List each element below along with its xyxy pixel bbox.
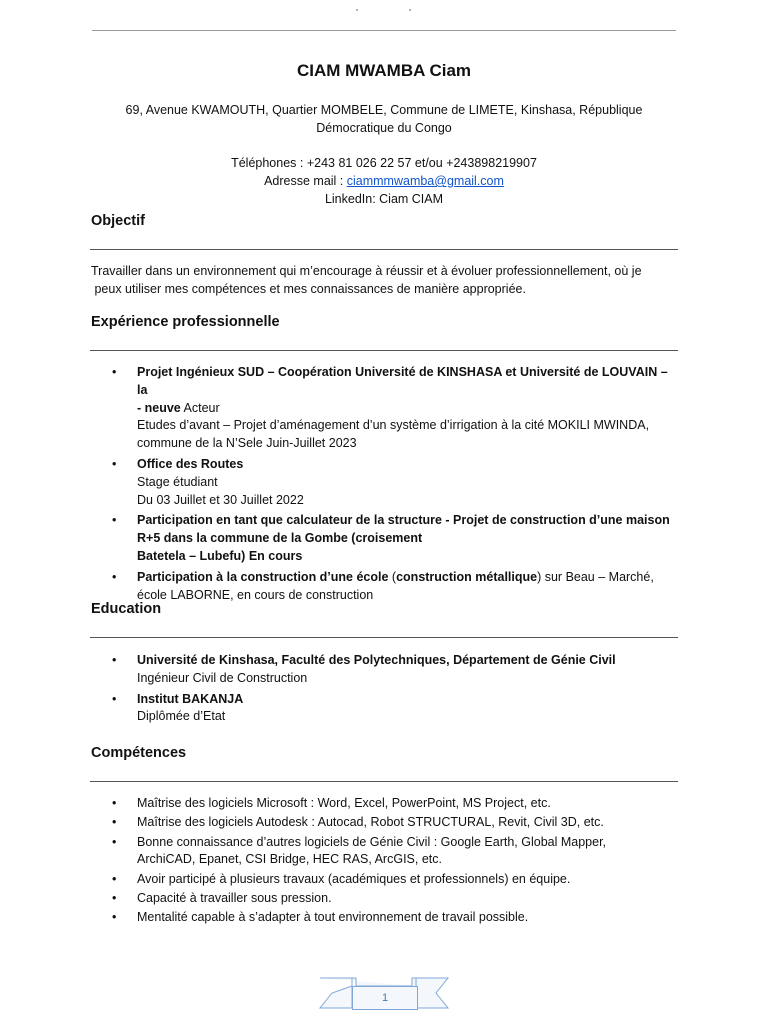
competence-text: Maîtrise des logiciels Microsoft : Word, Excel, PowerPoint, MS Project, etc. — [137, 796, 551, 810]
experience-title-line — [137, 569, 677, 587]
bullet: • — [112, 890, 117, 905]
bullet: • — [112, 513, 117, 528]
experience-item — [0, 364, 768, 453]
education-item — [0, 691, 768, 727]
education-list — [0, 652, 768, 726]
competences-list — [0, 795, 768, 927]
competence-text: Capacité à travailler sous pression. — [137, 890, 332, 905]
section-rule — [90, 249, 678, 250]
email-label: Adresse mail : — [264, 174, 347, 188]
education-item — [0, 652, 768, 688]
competence-item — [0, 814, 768, 832]
header-rule — [92, 30, 676, 31]
experience-detail: commune de la N’Sele Juin-Juillet 2023 — [137, 436, 357, 451]
experience-detail: Du 03 Juillet et 30 Juillet 2022 — [137, 492, 304, 507]
competence-item — [0, 834, 768, 870]
experience-list — [0, 364, 768, 604]
education-degree: Diplômée d’Etat — [137, 709, 226, 724]
experience-detail: Stage étudiant — [137, 474, 218, 489]
objectif-line: Travailler dans un environnement qui m’encourage à réussir et à évoluer professionnellement, où je — [91, 264, 642, 278]
bullet: • — [112, 653, 117, 667]
address-line-2: Démocratique du Congo — [316, 121, 452, 135]
section-rule — [90, 781, 678, 782]
bullet: • — [112, 796, 117, 810]
competence-item — [0, 909, 768, 927]
competence-text: Bonne connaissance d’autres logiciels de Génie Civil : Google Earth, Global Mapper, — [137, 834, 607, 849]
experience-item — [0, 456, 768, 509]
competence-item — [0, 890, 768, 908]
education-degree: Ingénieur Civil de Construction — [137, 670, 308, 685]
experience-item — [0, 512, 768, 565]
competence-text: Mentalité capable à s’adapter à tout environnement de travail possible. — [137, 910, 529, 925]
address-line-1: 69, Avenue KWAMOUTH, Quartier MOMBELE, Commune de LIMETE, Kinshasa, République — [125, 103, 643, 117]
page-number: 1 — [352, 986, 418, 1010]
section-title-experience: Expérience professionnelle — [91, 314, 280, 330]
section-rule — [90, 637, 678, 638]
experience-title: Participation en tant que calculateur de la structure - Projet de construction d’une maison — [137, 513, 670, 528]
experience-title-bold: - neuve — [137, 400, 181, 415]
header-dots — [0, 9, 768, 15]
bullet: • — [112, 691, 117, 706]
education-school: Institut BAKANJA — [137, 691, 244, 706]
competence-text: Avoir participé à plusieurs travaux (académiques et professionnels) en équipe. — [137, 871, 571, 886]
candidate-name: CIAM MWAMBA Ciam — [296, 61, 472, 80]
competence-item — [0, 795, 768, 813]
section-rule — [90, 350, 678, 351]
experience-title-text: ( — [388, 569, 397, 584]
bullet: • — [112, 569, 117, 584]
email-line — [0, 172, 768, 190]
bullet: • — [112, 365, 117, 379]
bullet: • — [112, 834, 117, 849]
competence-text: ArchiCAD, Epanet, CSI Bridge, HEC RAS, ArcGIS, etc. — [137, 852, 442, 867]
experience-title: Projet Ingénieux SUD – Coopération Université de KINSHASA et Université de LOUVAIN – la — [137, 365, 668, 397]
experience-title: Batetela – Lubefu) En cours — [137, 548, 303, 563]
objectif-text — [91, 262, 691, 298]
phone-line: Téléphones : +243 81 026 22 57 et/ou +243898219907 — [231, 156, 537, 170]
competence-text: Maîtrise des logiciels Autodesk : Autocad, Robot STRUCTURAL, Revit, Civil 3D, etc. — [137, 815, 604, 830]
email-link[interactable]: ciammmwamba@gmail.com — [346, 174, 504, 188]
bullet: • — [112, 910, 117, 925]
experience-role: Acteur — [180, 400, 220, 415]
bullet: • — [112, 815, 117, 830]
experience-title-bold: construction métallique — [396, 569, 538, 584]
bullet: • — [112, 456, 117, 471]
competence-item — [0, 871, 768, 889]
education-school: Université de Kinshasa, Faculté des Polytechniques, Département de Génie Civil — [137, 653, 616, 667]
header-dot — [356, 9, 358, 11]
objectif-line: peux utiliser mes compétences et mes connaissances de manière appropriée. — [91, 282, 526, 296]
section-title-objectif: Objectif — [91, 213, 145, 229]
section-title-competences: Compétences — [91, 745, 187, 761]
experience-title-line — [137, 400, 677, 418]
experience-title-text: ) sur Beau – Marché, — [537, 569, 654, 584]
experience-title: R+5 dans la commune de la Gombe (croisement — [137, 531, 423, 546]
experience-title: Office des Routes — [137, 456, 244, 471]
experience-detail: école LABORNE, en cours de construction — [137, 587, 374, 602]
linkedin-line: LinkedIn: Ciam CIAM — [324, 192, 444, 206]
section-title-education: Education — [91, 601, 162, 617]
header-dot — [409, 9, 411, 11]
experience-detail: Etudes d’avant – Projet d’aménagement d’un système d’irrigation à la cité MOKILI MWINDA, — [137, 418, 650, 433]
bullet: • — [112, 871, 117, 886]
experience-title-bold: Participation à la construction d’une école — [137, 569, 389, 584]
experience-item — [0, 569, 768, 605]
page-number-ribbon — [318, 976, 450, 1012]
